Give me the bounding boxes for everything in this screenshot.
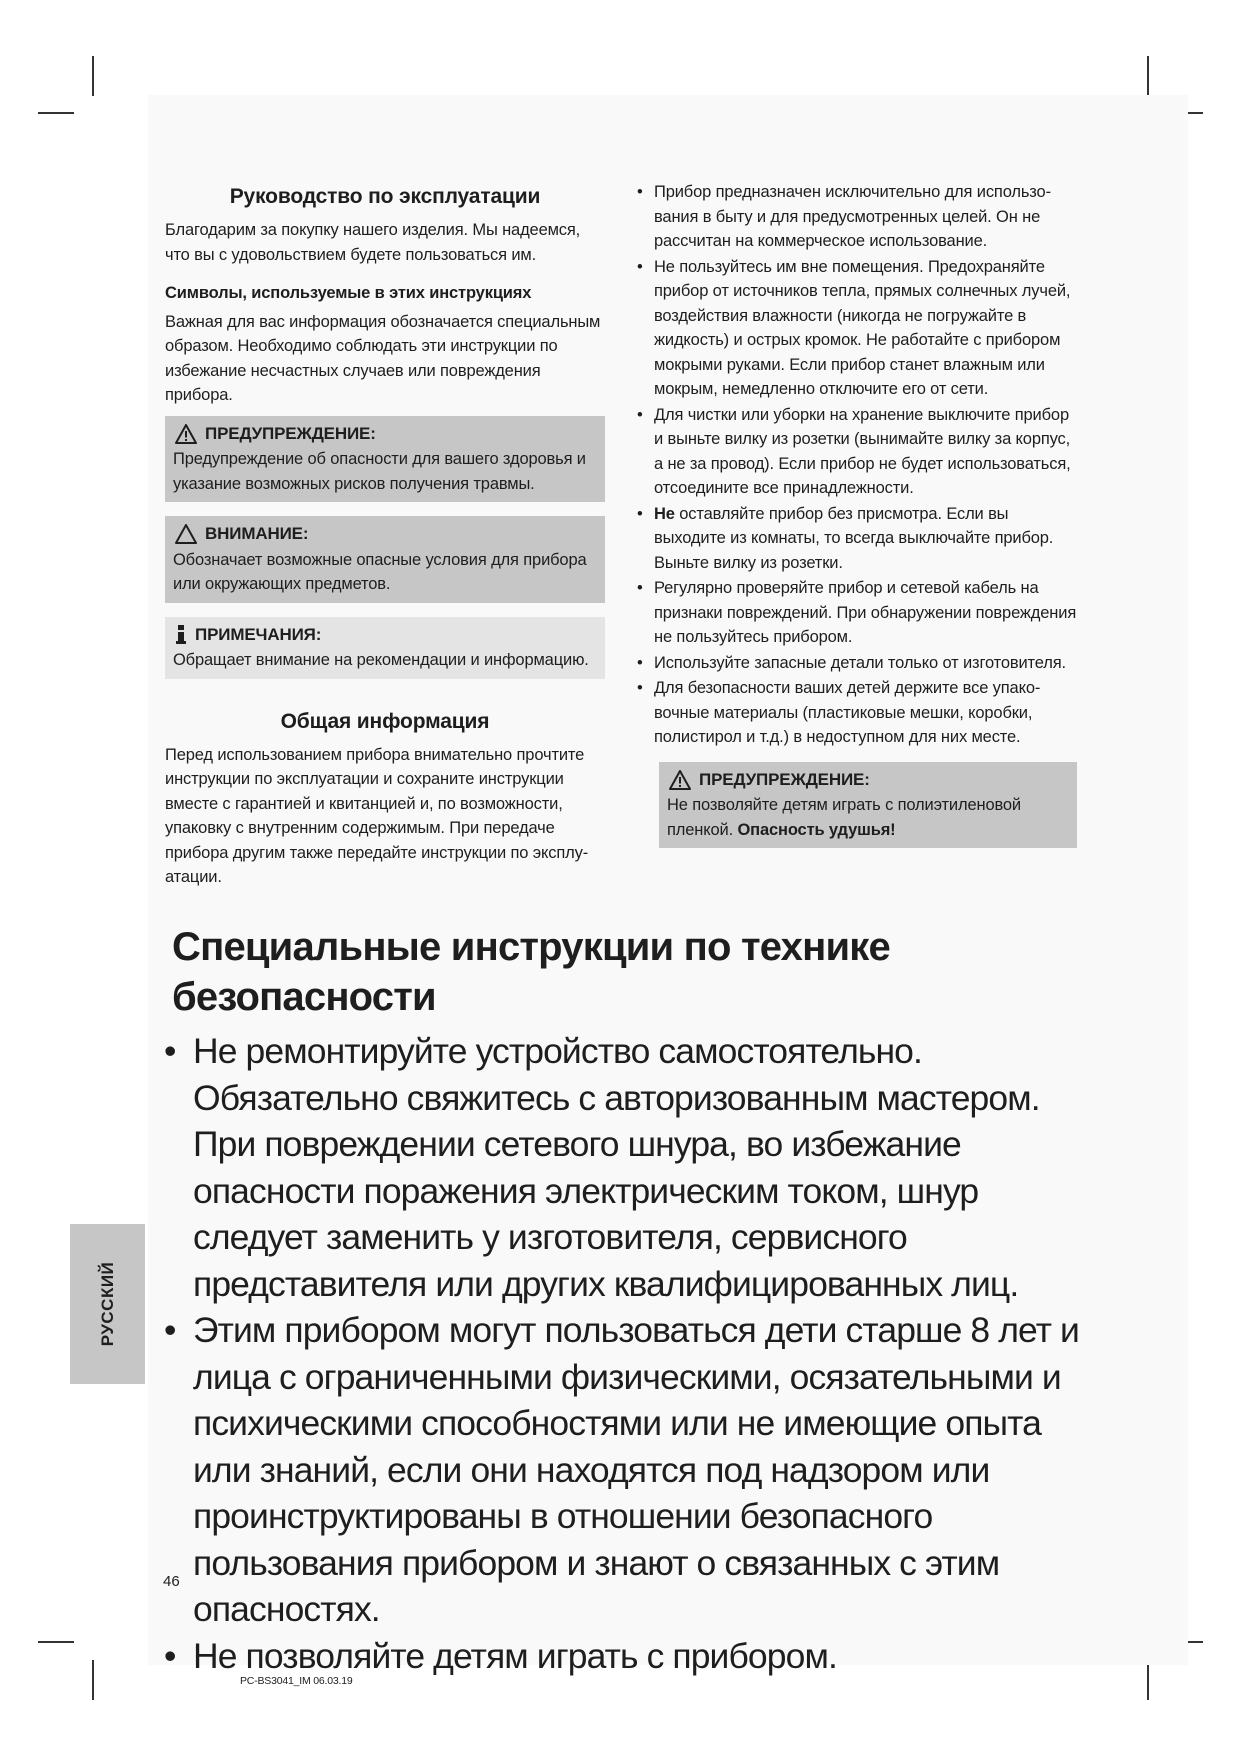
language-label: РУССКИЙ bbox=[97, 1261, 117, 1347]
note-label: ПРИМЕЧАНИЯ: bbox=[195, 624, 322, 644]
warning-triangle-icon bbox=[669, 770, 691, 790]
footer-code: PC-BS3041_IM 06.03.19 bbox=[240, 1675, 353, 1687]
crop-mark bbox=[38, 112, 74, 114]
list-item: • Регулярно проверяйте прибор и сетевой кабель на признаки повреждений. При обнаружении повреждения не пользуйтесь прибором. bbox=[637, 576, 1077, 650]
special-safety-section bbox=[160, 922, 1100, 1679]
list-item: • Используйте запасные детали только от изготовителя. bbox=[637, 651, 1077, 676]
intro-text: Благодарим за покупку нашего изделия. Мы надеемся, что вы с удовольствием будете пользоваться им. bbox=[165, 221, 581, 264]
special-safety-list bbox=[160, 1028, 1100, 1679]
special-safety-title: Специальные инструкции по технике безопасности bbox=[172, 925, 890, 1019]
crop-mark bbox=[1147, 56, 1149, 96]
general-info-text: Перед использованием прибора внимательно прочтите инструкции по эксплуатации и сохраните инструкции вместе с гарантией и квитанцией и, по возможности, упаковку с внутренним содержимым. При передаче прибора другим также передайте инструкции по эксплуатации. bbox=[165, 745, 589, 886]
left-column bbox=[165, 184, 605, 890]
crop-mark bbox=[38, 1641, 74, 1643]
list-item: • Этим прибором могут пользоваться дети старше 8 лет и лица с ограниченными физическими, осязательными и психическими способностями или не имеющие опыта или знаний, если они находятся под надзором или проинструктированы в отношении безопасного пользования прибором и знают о связанных с этим опасностях. bbox=[160, 1307, 1100, 1633]
list-item: • Не позволяйте детям играть с прибором. bbox=[160, 1633, 1100, 1680]
list-item: • Не пользуйтесь им вне помещения. Предохраняйте прибор от источников тепла, прямых солнечных лучей, воздействия влажности (никогда не погружайте в жидкость) и острых кромок. Не работайте с прибором мокрыми руками. Если прибор станет влажным или мокрым, немедленно отключите его от сети. bbox=[637, 255, 1077, 402]
list-item bbox=[637, 502, 1077, 576]
manual-title: Руководство по эксплуатации bbox=[229, 185, 541, 208]
warning-text: Не позволяйте детям играть с полиэтиленовой пленкой. Опасность удушья! bbox=[667, 796, 1021, 839]
note-text: Обращает внимание на рекомендации и информацию. bbox=[173, 651, 589, 669]
warning-box bbox=[659, 762, 1077, 849]
right-column bbox=[637, 180, 1077, 848]
caution-box bbox=[165, 516, 605, 603]
general-info-title: Общая информация bbox=[280, 709, 490, 733]
symbols-heading: Символы, используемые в этих инструкциях bbox=[165, 284, 532, 302]
info-icon bbox=[175, 625, 187, 645]
list-item: • Для безопасности ваших детей держите все упаковочные материалы (пластиковые мешки, коробки, полистирол и т.д.) в недоступном для них месте. bbox=[637, 676, 1077, 750]
safety-list bbox=[637, 180, 1077, 750]
warning-text: Предупреждение об опасности для вашего здоровья и указание возможных рисков получения травмы. bbox=[173, 450, 586, 493]
language-tab bbox=[70, 1224, 145, 1384]
list-item: • Не ремонтируйте устройство самостоятельно. Обязательно свяжитесь с авторизованным мастером. При повреждении сетевого шнура, во избежание опасности поражения электрическим током, шнур следует заменить у изготовителя, сервисного представителя или других квалифицированных лиц. bbox=[160, 1028, 1100, 1307]
warning-box bbox=[165, 416, 605, 503]
crop-mark bbox=[92, 56, 94, 96]
note-box bbox=[165, 617, 605, 679]
caution-label: ВНИМАНИЕ: bbox=[205, 524, 309, 543]
crop-mark bbox=[92, 1660, 94, 1700]
list-item: • Для чистки или уборки на хранение выключите прибор и выньте вилку из розетки (вынимайте вилку за корпус, а не за провод). Если прибор не будет использоваться, отсоедините все принадлежности. bbox=[637, 403, 1077, 501]
list-item-bold: Не bbox=[654, 504, 675, 523]
warning-triangle-icon bbox=[175, 424, 197, 444]
list-item: • Прибор предназначен исключительно для использования в быту и для предусмотренных целей. Он не рассчитан на коммерческое использование. bbox=[637, 180, 1077, 254]
page-number: 46 bbox=[163, 1573, 180, 1590]
crop-mark bbox=[1147, 1660, 1149, 1700]
caution-triangle-icon bbox=[175, 524, 197, 544]
warning-label: ПРЕДУПРЕЖДЕНИЕ: bbox=[699, 769, 870, 789]
caution-text: Обозначает возможные опасные условия для прибора или окружающих предметов. bbox=[173, 550, 587, 593]
warning-label: ПРЕДУПРЕЖДЕНИЕ: bbox=[205, 423, 376, 443]
symbols-text: Важная для вас информация обозначается специальным образом. Необходимо соблюдать эти инструкции по избежание несчастных случаев или повреждения прибора. bbox=[165, 312, 601, 404]
list-item-text: оставляйте прибор без присмотра. Если вы выходите из комнаты, то всегда выключайте прибор. Выньте вилку из розетки. bbox=[654, 504, 1054, 572]
